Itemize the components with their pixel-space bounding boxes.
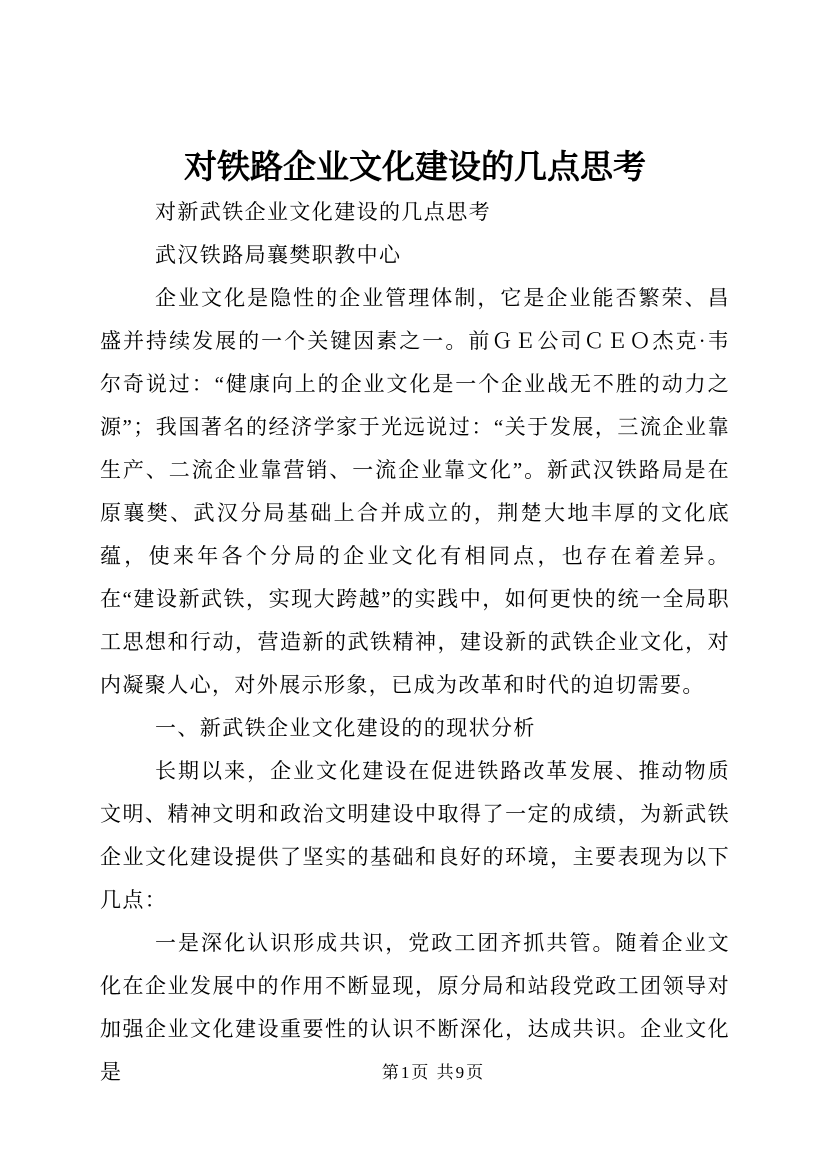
page-number-footer: 第1页 共9页 <box>381 1063 486 1082</box>
body-paragraph: 长期以来，企业文化建设在促进铁路改革发展、推动物质文明、精神文明和政治文明建设中取得了一定的成绩，为新武铁企业文化建设提供了坚实的基础和良好的环境，主要表现为以下几点： <box>100 759 730 912</box>
document-subtitle: 对新武铁企业文化建设的几点思考 <box>155 200 491 224</box>
document-author-org: 武汉铁路局襄樊职教中心 <box>155 243 402 267</box>
body-paragraph: 企业文化是隐性的企业管理体制，它是企业能否繁荣、昌盛并持续发展的一个关键因素之一。前ＧＥ公司ＣＥＯ杰克·韦尔奇说过：“健康向上的企业文化是一个企业战无不胜的动力之源”；我国著名的经济学家于光远说过：“关于发展，三流企业靠生产、二流企业靠营销、一流企业靠文化”。新武汉铁路局是在原襄樊、武汉分局基础上合并成立的，荆楚大地丰厚的文化底蕴，使来年各个分局的企业文化有相同点，也存在着差异。在“建设新武铁，实现大跨越”的实践中，如何更快的统一全局职工思想和行动，营造新的武铁精神，建设新的武铁企业文化，对内凝聚人心，对外展示形象，已成为改革和时代的迫切需要。 <box>100 286 730 697</box>
section-heading: 一、新武铁企业文化建设的的现状分析 <box>155 716 536 740</box>
document-title: 对铁路企业文化建设的几点思考 <box>184 150 646 186</box>
body-paragraph: 一是深化认识形成共识，党政工团齐抓共管。随着企业文化在企业发展中的作用不断显现，原分局和站段党政工团领导对加强企业文化建设重要性的认识不断深化，达成共识。企业文化是 <box>100 931 730 1084</box>
